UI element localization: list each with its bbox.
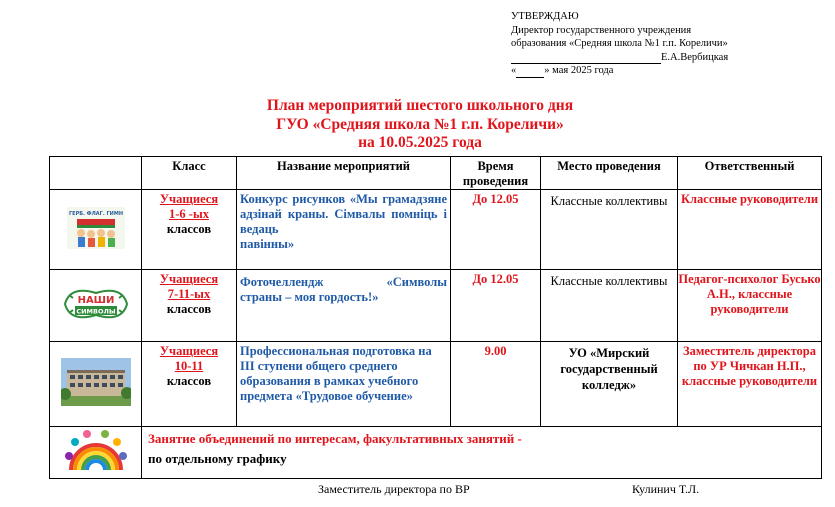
approval-line1: Директор государственного учреждения	[511, 24, 692, 36]
svg-text:СИМВОЛЫ: СИМВОЛЫ	[75, 307, 116, 315]
approval-signer-line	[511, 51, 728, 65]
row3-class: Учащиеся 10-11 классов	[142, 342, 237, 427]
row1-class: Учащиеся 1-6 -ых классов	[142, 190, 237, 270]
approval-date: « » мая 2025 года	[511, 65, 614, 76]
table-row	[50, 270, 822, 342]
title-line1: План мероприятий шестого школьного дня	[266, 97, 574, 114]
header-image-cell	[50, 157, 142, 190]
document-title	[170, 97, 670, 153]
plan-table	[49, 156, 822, 479]
footer-note	[142, 427, 822, 479]
signature-blank	[511, 52, 661, 64]
rainbow-image	[63, 428, 129, 474]
approval-heading: УТВЕРЖДАЮ	[511, 11, 579, 22]
table-row	[50, 190, 822, 270]
row3-image-cell	[50, 342, 142, 427]
row1-responsible: Классные руководители	[678, 190, 822, 270]
row1-image-cell	[50, 190, 142, 270]
header-class: Класс	[142, 157, 237, 190]
row1-place: Классные коллективы	[541, 190, 678, 270]
title-line3: на 10.05.2025 года	[358, 134, 482, 151]
school-building-image	[61, 358, 131, 406]
kids-flag-image	[67, 207, 125, 249]
table-header-row	[50, 157, 822, 190]
row3-place: УО «Мирский государственный колледж»	[541, 342, 678, 427]
row2-image-cell	[50, 270, 142, 342]
row3-responsible: Заместитель директора по УР Чичкан Н.П., классные руководители	[678, 342, 822, 427]
table-row	[50, 342, 822, 427]
footer-line1: Занятие объединений по интересам, факультативных занятий -	[148, 431, 522, 446]
title-line2: ГУО «Средняя школа №1 г.п. Кореличи»	[276, 115, 564, 133]
row2-responsible: Педагог-психолог Бусько А.Н., классные руководители	[678, 270, 822, 342]
approval-signer: Е.А.Вербицкая	[661, 51, 729, 63]
row1-event: Конкурс рисунков «Мы грамадзяне адзінай краны. Сімвалы помніць і ведаць павінны»	[237, 190, 451, 270]
header-place: Место проведения	[541, 157, 678, 190]
row2-event: Фоточеллендж «Символы страны – моя гордость!»	[237, 270, 451, 342]
row1-time: До 12.05	[451, 190, 541, 270]
row2-class: Учащиеся 7-11-ых классов	[142, 270, 237, 342]
our-symbols-image	[61, 287, 131, 321]
approval-line2: образования «Средняя школа №1 г.п. Кореличи»	[511, 38, 728, 49]
signature-name: Кулинич Т.Л.	[632, 482, 700, 496]
signature-position: Заместитель директора по ВР	[318, 482, 470, 496]
row4-image-cell	[50, 427, 142, 479]
header-responsible: Ответственный	[678, 157, 822, 190]
row2-place: Классные коллективы	[541, 270, 678, 342]
svg-text:НАШИ: НАШИ	[77, 294, 114, 306]
row2-time: До 12.05	[451, 270, 541, 342]
footer-line2: по отдельному графику	[148, 451, 287, 466]
header-event: Название мероприятий	[237, 157, 451, 190]
approval-block	[511, 10, 728, 78]
table-footer-row	[50, 427, 822, 479]
date-blank	[516, 66, 544, 78]
row3-event: Профессиональная подготовка на III ступени общего среднего образования в рамках учебного предмета «Трудовое обучение»	[237, 342, 451, 427]
row3-time: 9.00	[451, 342, 541, 427]
header-time: Время проведения	[451, 157, 541, 190]
image-caption: ГЕРБ. ФЛАГ. ГИМН	[68, 210, 123, 217]
